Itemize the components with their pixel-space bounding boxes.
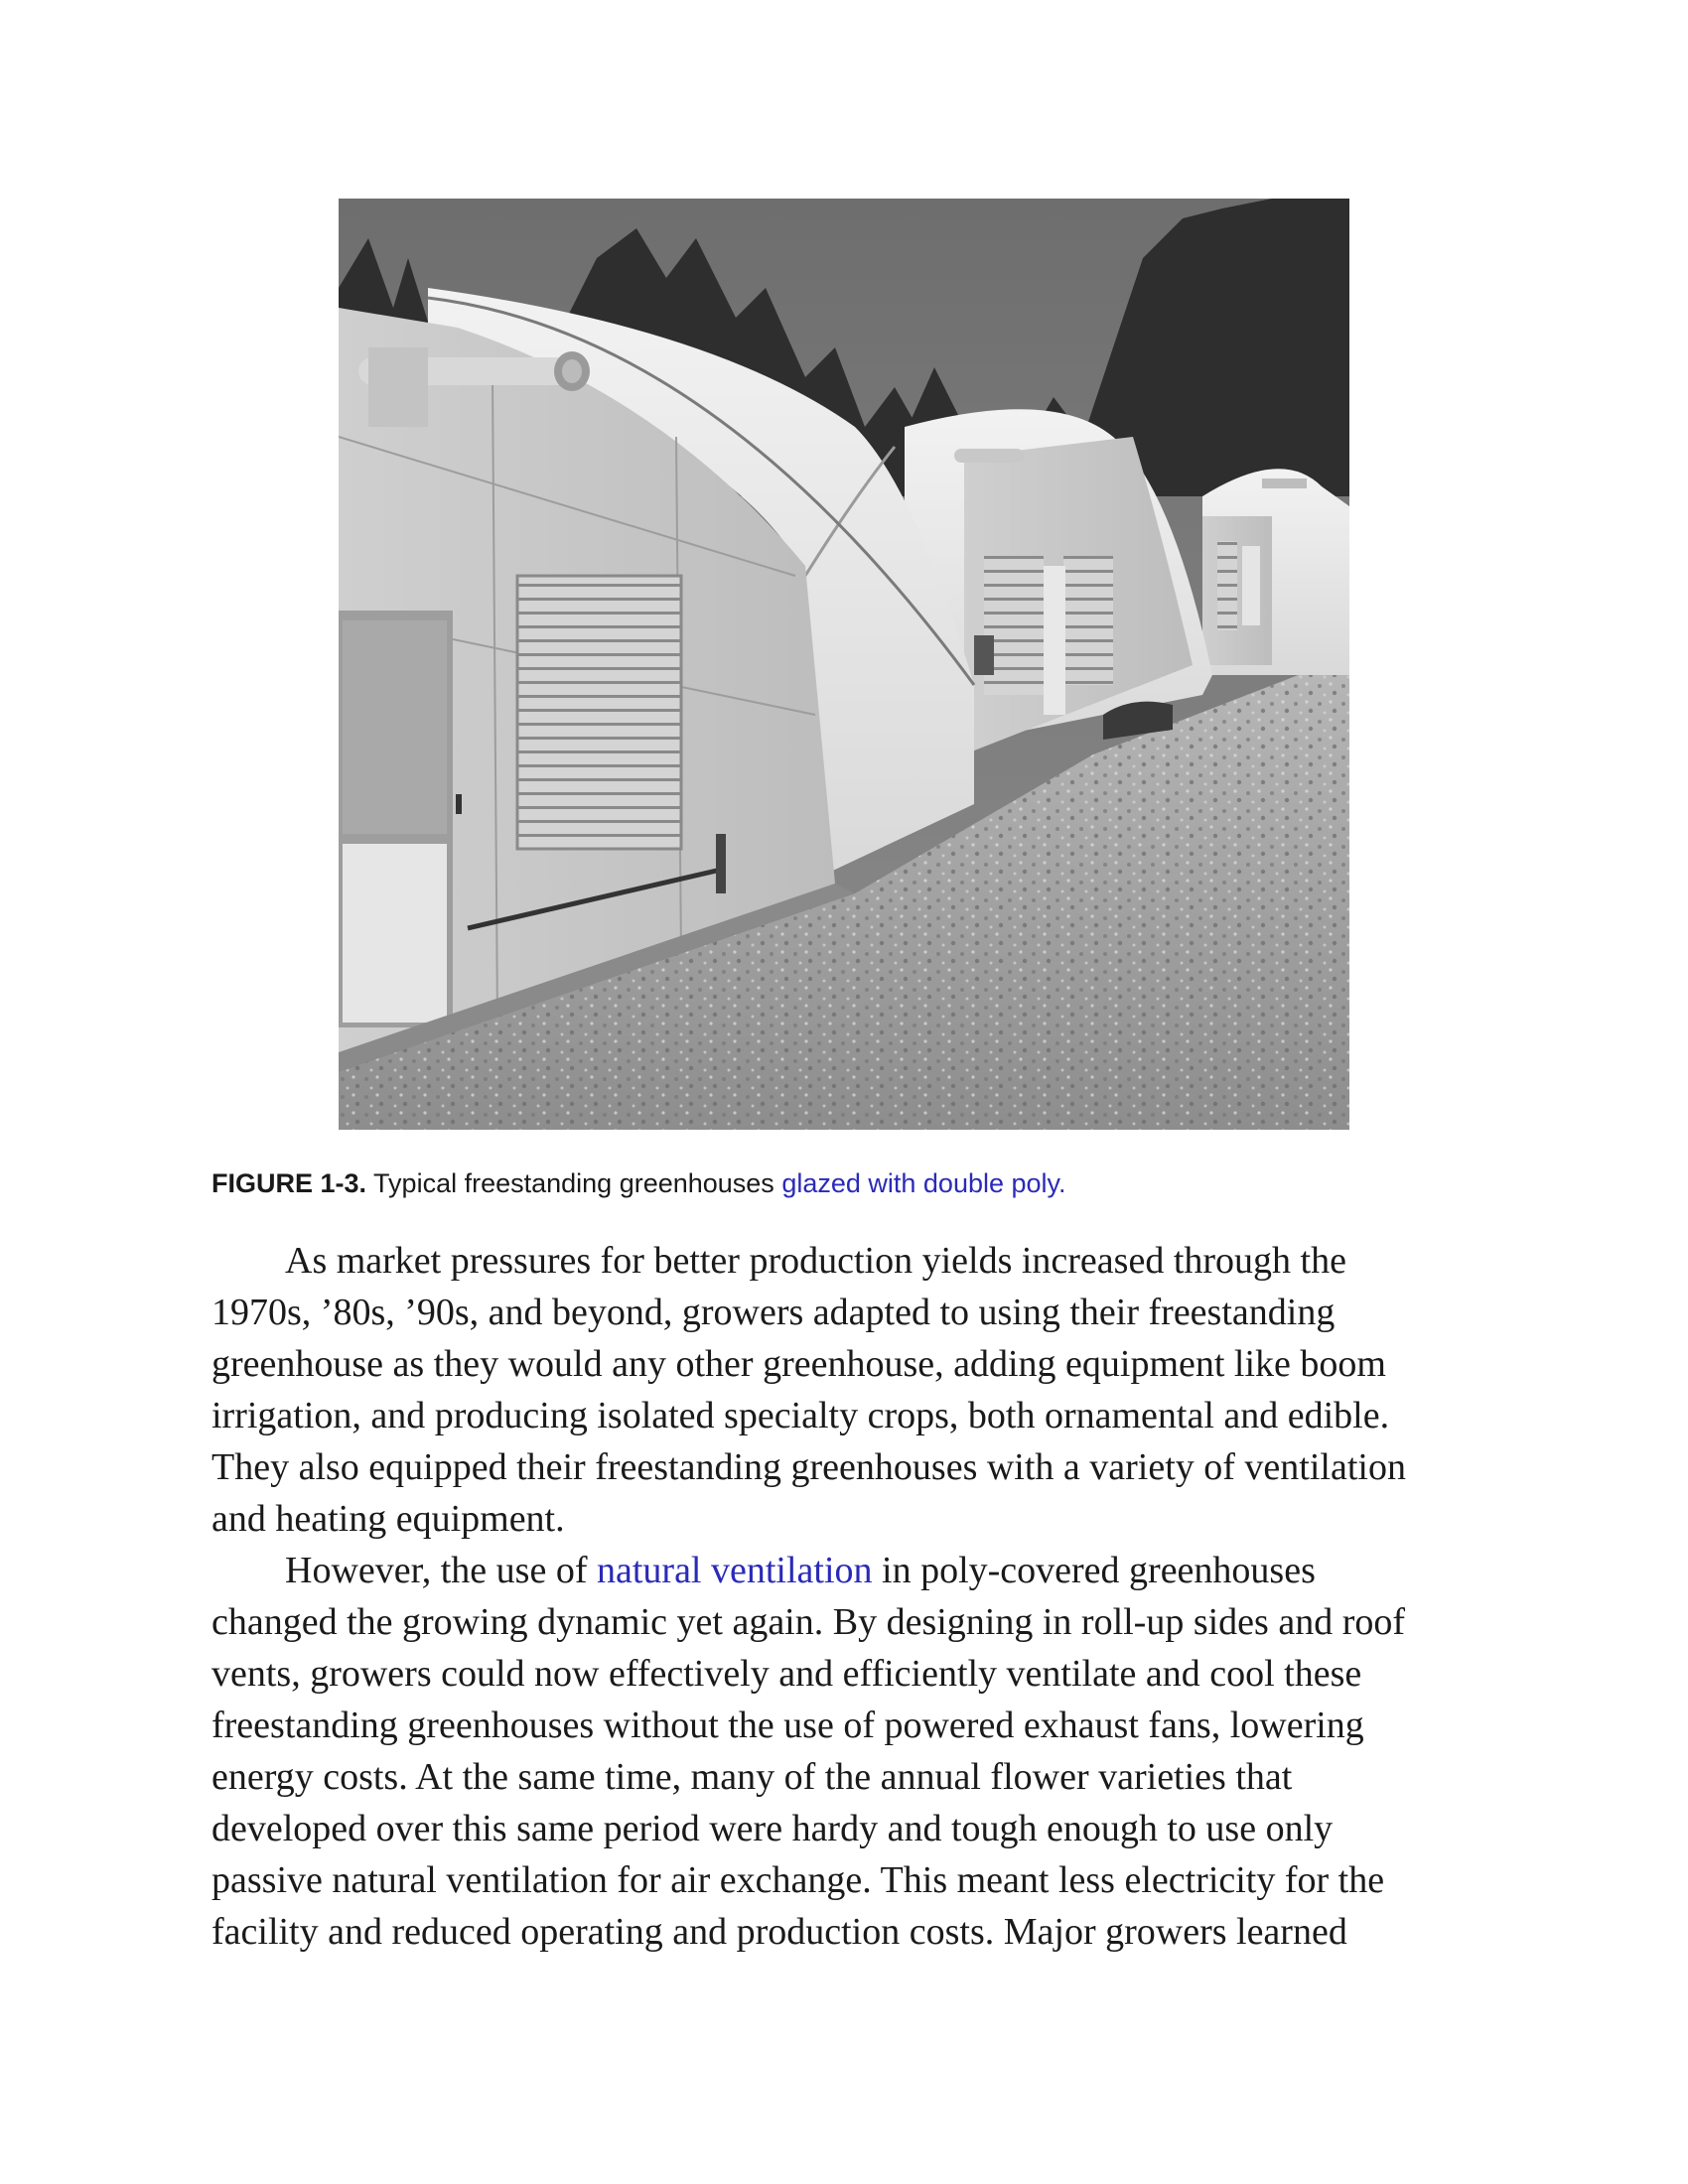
figure-label: FIGURE 1-3. — [211, 1168, 367, 1198]
paragraph-1-line: irrigation, and producing isolated specialty crops, both ornamental and edible. — [211, 1395, 1390, 1436]
paragraph-1-line: As market pressures for better production yields increased through the — [285, 1240, 1346, 1282]
figure-caption — [211, 1165, 1502, 1201]
natural-ventilation-link[interactable]: natural ventilation — [596, 1550, 873, 1591]
figure-image — [339, 199, 1349, 1130]
greenhouse-photo — [339, 199, 1349, 1130]
caption-text: Typical freestanding greenhouses — [373, 1168, 774, 1198]
paragraph-2-first-line — [211, 1545, 1492, 1596]
paragraph-2-line: freestanding greenhouses without the use of powered exhaust fans, lowering — [211, 1705, 1364, 1746]
paragraph-2-line: energy costs. At the same time, many of the annual flower varieties that — [211, 1756, 1293, 1798]
paragraph-1-line: 1970s, ’80s, ’90s, and beyond, growers adapted to using their freestanding — [211, 1292, 1336, 1333]
caption-link[interactable]: glazed with double poly. — [781, 1168, 1066, 1198]
paragraph-1-line: They also equipped their freestanding greenhouses with a variety of ventilation — [211, 1446, 1406, 1488]
paragraph-1-line: greenhouse as they would any other greenhouse, adding equipment like boom — [211, 1343, 1386, 1385]
paragraph-2-line: developed over this same period were hardy and tough enough to use only — [211, 1808, 1334, 1849]
paragraph-2-line: changed the growing dynamic yet again. By designing in roll-up sides and roof — [211, 1601, 1406, 1643]
paragraph-1-line: and heating equipment. — [211, 1498, 565, 1540]
paragraph-2-line: vents, growers could now effectively and efficiently ventilate and cool these — [211, 1653, 1362, 1695]
paragraph-2-text: However, the use of — [285, 1550, 588, 1591]
paragraph-2-line: facility and reduced operating and production costs. Major growers learned — [211, 1911, 1347, 1953]
paragraph-2-text: in poly-covered greenhouses — [882, 1550, 1316, 1591]
body-text — [211, 1235, 1492, 1958]
paragraph-2-line: passive natural ventilation for air exchange. This meant less electricity for the — [211, 1859, 1385, 1901]
